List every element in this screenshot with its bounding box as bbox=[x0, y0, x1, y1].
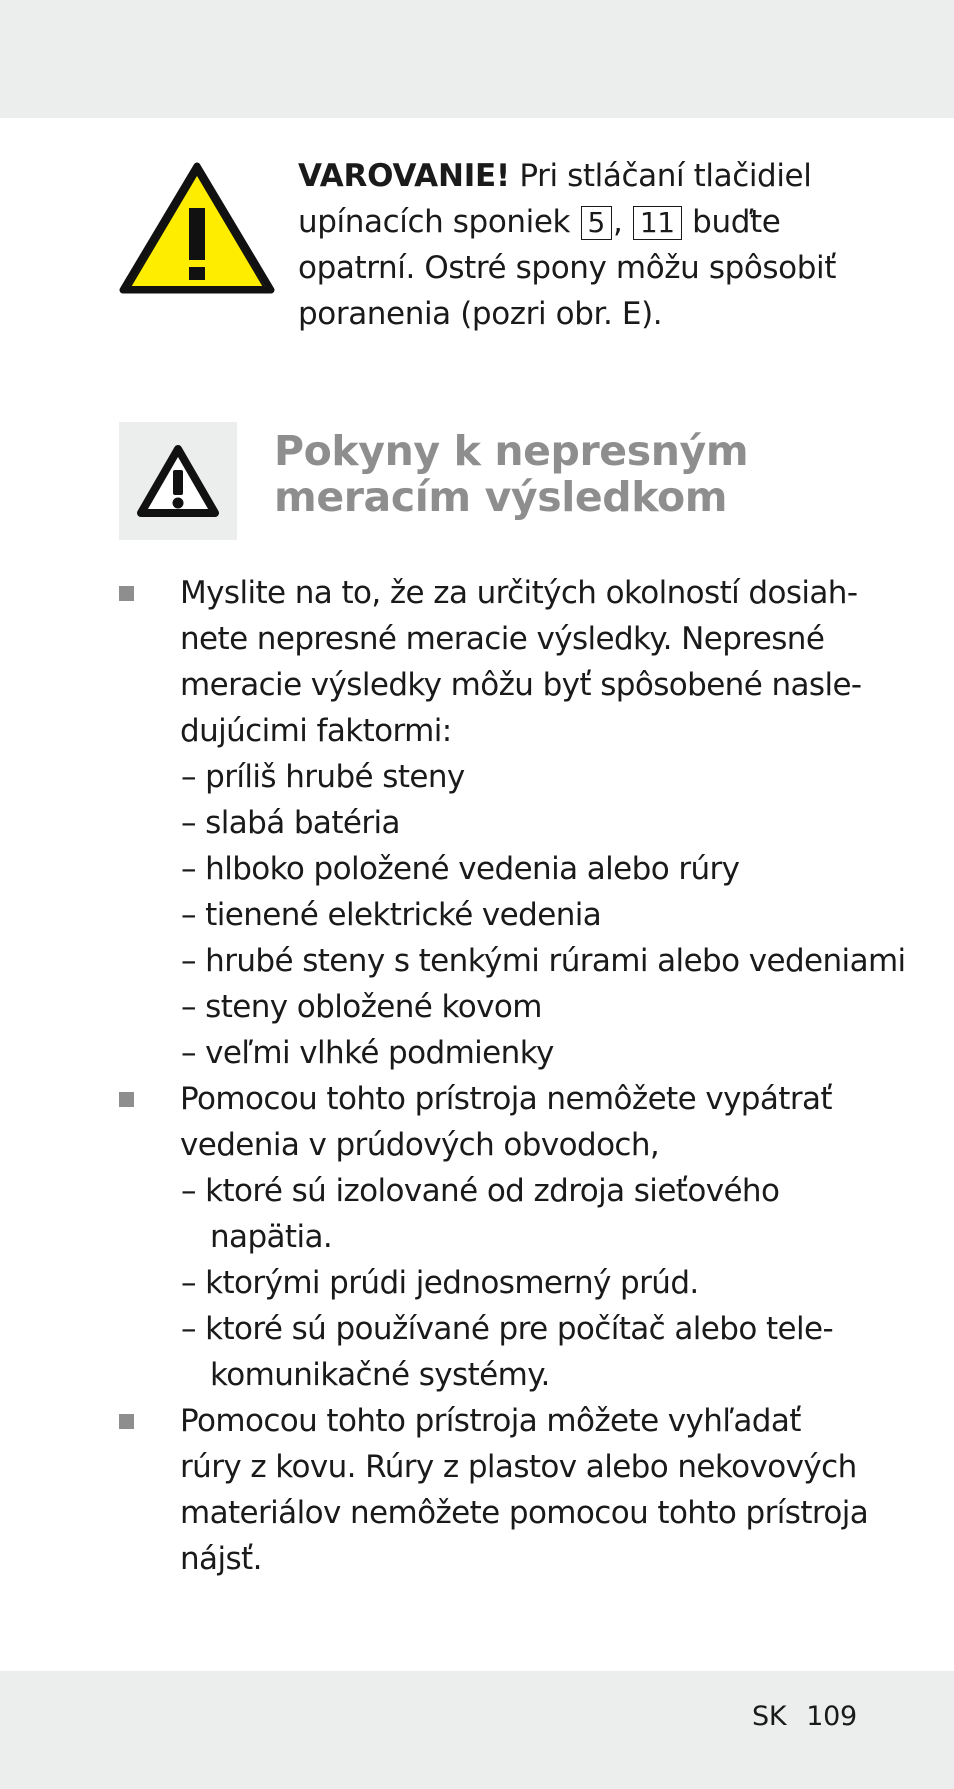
list-item-line: Pomocou tohto prístroja môžete vyhľadať bbox=[180, 1403, 801, 1439]
sub-item-line: komunikačné systémy. bbox=[210, 1357, 550, 1393]
sub-item-line: – tienené elektrické vedenia bbox=[181, 897, 602, 933]
warning-separator: , bbox=[612, 204, 632, 240]
list-item-line: meracie výsledky môžu byť spôsobené nasle- bbox=[180, 667, 862, 703]
part-ref-11: 11 bbox=[633, 206, 682, 240]
section-title-line-1: Pokyny k nepresným bbox=[274, 427, 749, 475]
warning-line-3: opatrní. Ostré spony môžu spôsobiť bbox=[298, 250, 836, 286]
sub-item-line: – slabá batéria bbox=[181, 805, 400, 841]
language-code: SK bbox=[752, 1701, 787, 1732]
list-bullet bbox=[119, 1092, 134, 1107]
list-item-line: vedenia v prúdových obvodoch, bbox=[180, 1127, 660, 1163]
page-number: 109 bbox=[806, 1701, 857, 1732]
warning-text-2: upínacích sponiek bbox=[298, 204, 580, 240]
list-item-line: nete nepresné meracie výsledky. Nepresné bbox=[180, 621, 825, 657]
section-icon-box bbox=[119, 422, 237, 540]
warning-line-4: poranenia (pozri obr. E). bbox=[298, 296, 663, 332]
list-bullet bbox=[119, 586, 134, 601]
sub-item-line: – príliš hrubé steny bbox=[181, 759, 465, 795]
page-footer bbox=[752, 1697, 857, 1737]
list-item-line: Myslite na to, že za určitých okolností dosiah- bbox=[180, 575, 858, 611]
section-title bbox=[274, 428, 914, 520]
warning-line-1 bbox=[298, 153, 898, 199]
header-band bbox=[0, 0, 954, 118]
caution-triangle-icon bbox=[135, 442, 221, 520]
warning-paragraph bbox=[298, 153, 898, 337]
warning-triangle-yellow-icon bbox=[118, 160, 276, 298]
warning-text-1: Pri stláčaní tlačidiel bbox=[509, 158, 812, 194]
list-item-line: nájsť. bbox=[180, 1541, 262, 1577]
sub-item-line: – ktoré sú používané pre počítač alebo tele- bbox=[181, 1311, 834, 1347]
sub-item-line: – hrubé steny s tenkými rúrami alebo vedeniami bbox=[181, 943, 906, 979]
warning-line-2 bbox=[298, 199, 898, 245]
sub-item-line: napätia. bbox=[210, 1219, 333, 1255]
sub-item-line: – ktorými prúdi jednosmerný prúd. bbox=[181, 1265, 699, 1301]
warning-lead: VAROVANIE! bbox=[298, 158, 510, 194]
part-ref-5: 5 bbox=[581, 206, 612, 240]
list-item-line: materiálov nemôžete pomocou tohto prístroja bbox=[180, 1495, 869, 1531]
warning-text-3: buďte bbox=[682, 204, 781, 240]
list-bullet bbox=[119, 1414, 134, 1429]
sub-item-line: – hlboko položené vedenia alebo rúry bbox=[181, 851, 740, 887]
sub-item-line: – steny obložené kovom bbox=[181, 989, 542, 1025]
sub-item-line: – veľmi vlhké podmienky bbox=[181, 1035, 554, 1071]
list-item-line: Pomocou tohto prístroja nemôžete vypátrať bbox=[180, 1081, 832, 1117]
sub-item-line: – ktoré sú izolované od zdroja sieťového bbox=[181, 1173, 780, 1209]
section-title-line-2: meracím výsledkom bbox=[274, 473, 728, 521]
list-item-line: dujúcimi faktormi: bbox=[180, 713, 452, 749]
list-item-line: rúry z kovu. Rúry z plastov alebo nekovových bbox=[180, 1449, 857, 1485]
